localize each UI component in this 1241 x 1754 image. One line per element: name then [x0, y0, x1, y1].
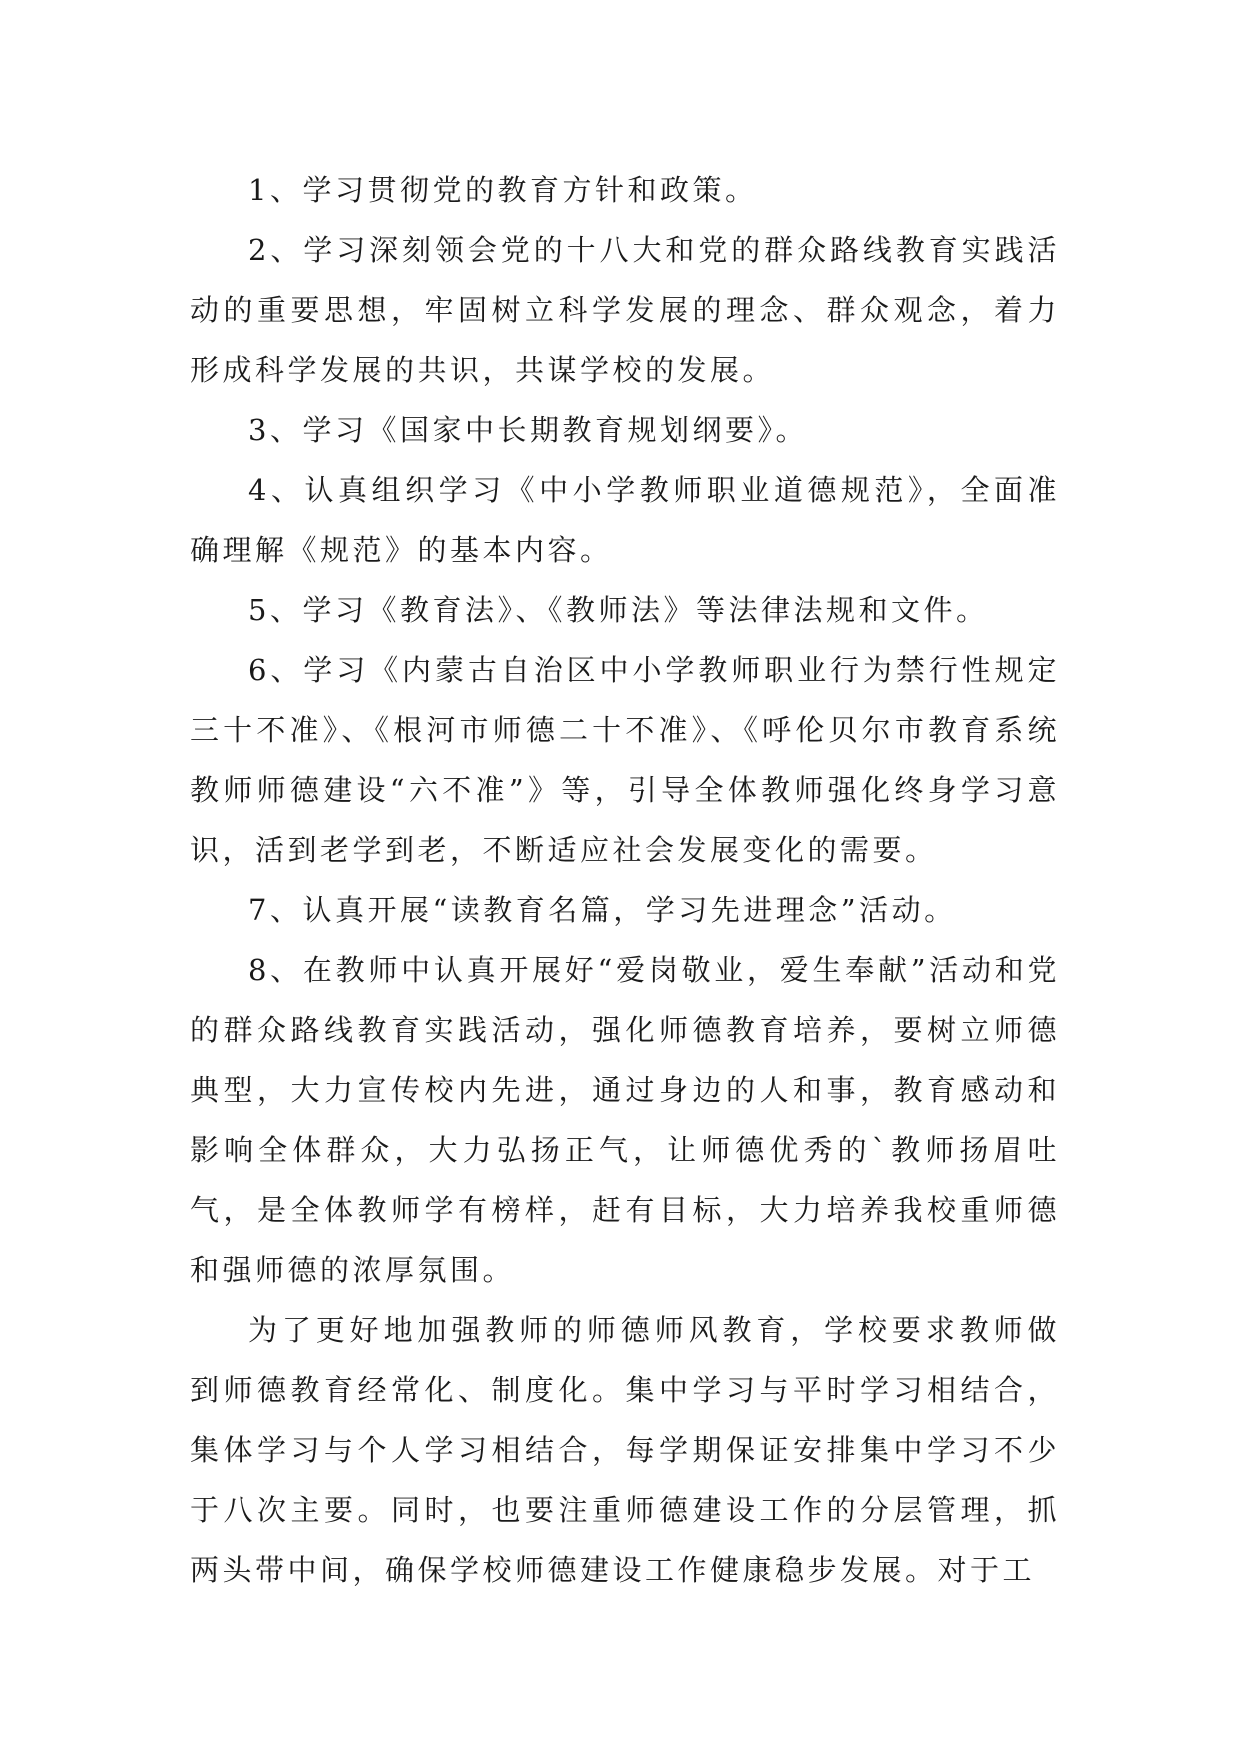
paragraph-3: 3、学习《国家中长期教育规划纲要》。 — [248, 413, 808, 447]
paragraph-8: 8、在教师中认真开展好“爱岗敬业，爱生奉献”活动和党的群众路线教育实践活动，强化师德教育培养，要树立师德典型，大力宣传校内先进，通过身边的人和事，教育感动和影响全体群众，大力弘扬正气，让师德优秀的`教师扬眉吐气，是全体教师学有榜样，赶有目标，大力培养我校重师德和强师德的浓厚氛围。 — [190, 953, 1060, 1287]
paragraph-7: 7、认真开展“读教育名篇，学习先进理念”活动。 — [248, 893, 957, 927]
paragraph-5: 5、学习《教育法》、《教师法》等法律法规和文件。 — [248, 593, 989, 627]
paragraph-9: 为了更好地加强教师的师德师风教育，学校要求教师做到师德教育经常化、制度化。集中学习与平时学习相结合，集体学习与个人学习相结合，每学期保证安排集中学习不少于八次主要。同时，也要注重师德建设工作的分层管理，抓两头带中间，确保学校师德建设工作健康稳步发展。对于工 — [190, 1313, 1060, 1587]
paragraph-1: 1、学习贯彻党的教育方针和政策。 — [248, 173, 758, 207]
paragraph-4: 4、认真组织学习《中小学教师职业道德规范》，全面准确理解《规范》的基本内容。 — [190, 473, 1060, 567]
paragraph-6: 6、学习《内蒙古自治区中小学教师职业行为禁行性规定三十不准》、《根河市师德二十不准》、《呼伦贝尔市教育系统教师师德建设“六不准”》等，引导全体教师强化终身学习意识，活到老学到老，不断适应社会发展变化的需要。 — [190, 653, 1060, 867]
document-body — [190, 160, 1060, 1600]
paragraph-2: 2、学习深刻领会党的十八大和党的群众路线教育实践活动的重要思想，牢固树立科学发展的理念、群众观念，着力形成科学发展的共识，共谋学校的发展。 — [190, 233, 1060, 387]
